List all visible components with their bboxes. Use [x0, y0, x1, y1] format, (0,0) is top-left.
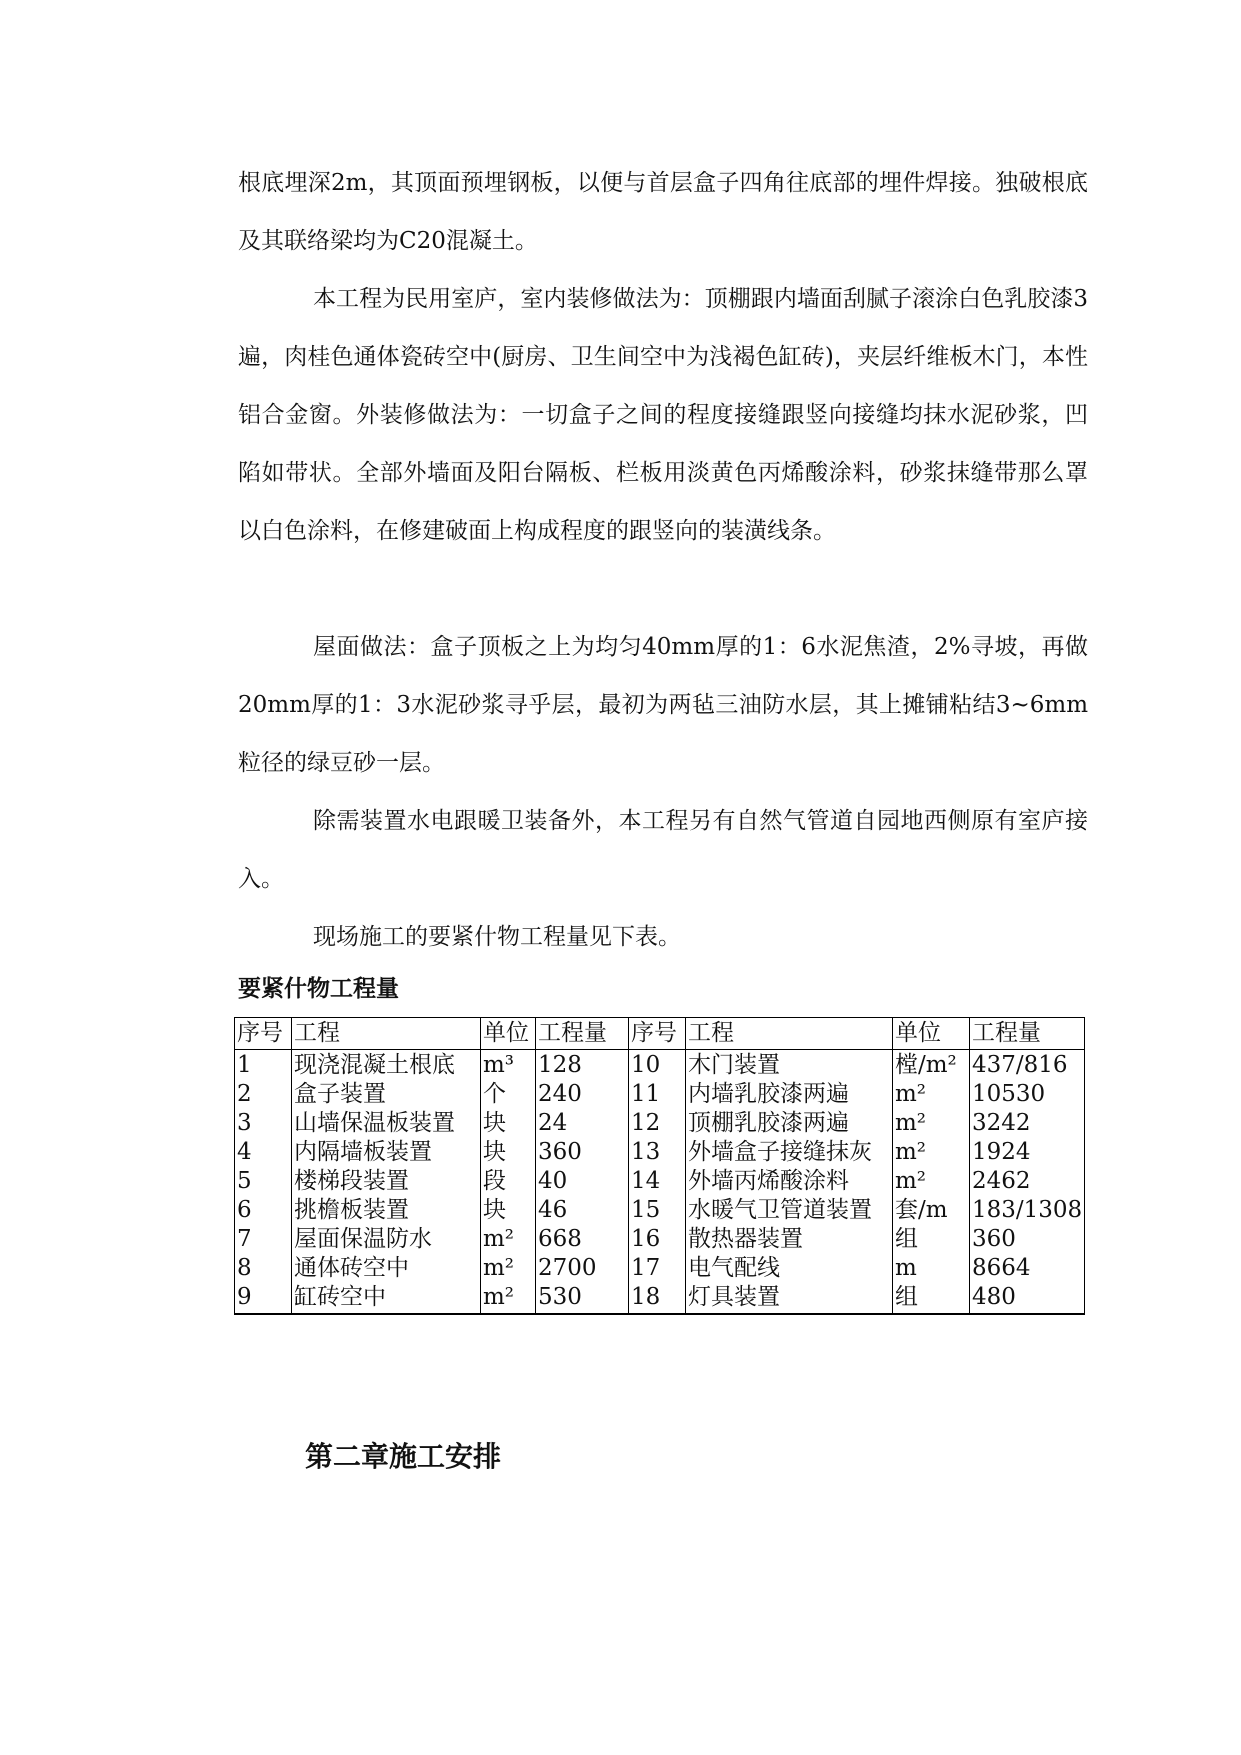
- cell-no: 12: [631, 1110, 661, 1136]
- cell-qty: 668: [538, 1226, 582, 1252]
- cell-item: 木门装置: [688, 1052, 780, 1078]
- header-qty-left: 工程量: [536, 1018, 629, 1050]
- cell-no: 4: [237, 1139, 252, 1165]
- cell-unit: m: [895, 1255, 917, 1281]
- cell-qty: 480: [972, 1284, 1016, 1310]
- cell-unit: m²: [483, 1255, 515, 1281]
- cell-qty: 360: [538, 1139, 582, 1165]
- cell-unit: m²: [895, 1110, 927, 1136]
- column-item-left: [292, 1050, 481, 1315]
- cell-qty: 1924: [972, 1139, 1031, 1165]
- paragraph-roof: 屋面做法：盒子顶板之上为均匀40mm厚的1：6水泥焦渣，2%寻坡，再做20mm厚的1：3水泥砂浆寻乎层，最初为两毡三油防水层，其上摊铺粘结3~6mm粒径的绿豆砂一层。: [238, 634, 1088, 776]
- column-unit-right: [893, 1050, 970, 1315]
- cell-unit: m²: [895, 1081, 927, 1107]
- cell-qty: 360: [972, 1226, 1016, 1252]
- paragraph-utilities: 除需装置水电跟暖卫装备外，本工程另有自然气管道自园地西侧原有室庐接入。: [238, 808, 1088, 892]
- cell-unit: 组: [895, 1226, 918, 1252]
- cell-item: 屋面保温防水: [294, 1226, 432, 1252]
- paragraph-table-intro: 现场施工的要紧什物工程量见下表。: [313, 924, 681, 950]
- cell-item: 水暖气卫管道装置: [688, 1197, 872, 1223]
- chapter-title: 第二章施工安排: [305, 1440, 502, 1473]
- header-qty-right: 工程量: [970, 1018, 1085, 1050]
- cell-item: 顶棚乳胶漆两遍: [688, 1110, 849, 1136]
- cell-no: 13: [631, 1139, 661, 1165]
- header-item-left: 工程: [292, 1018, 481, 1050]
- cell-item: 电气配线: [688, 1255, 780, 1281]
- cell-item: 内墙乳胶漆两遍: [688, 1081, 849, 1107]
- column-qty-right: [970, 1050, 1085, 1315]
- cell-unit: 块: [483, 1197, 506, 1223]
- column-unit-left: [481, 1050, 536, 1315]
- cell-qty: 2700: [538, 1255, 597, 1281]
- cell-no: 18: [631, 1284, 661, 1310]
- cell-unit: 段: [483, 1168, 506, 1194]
- header-no-right: 序号: [629, 1018, 686, 1050]
- cell-qty: 128: [538, 1052, 582, 1078]
- cell-unit: 樘/m²: [895, 1052, 957, 1078]
- cell-unit: 个: [483, 1081, 506, 1107]
- table-body-row: [235, 1050, 1085, 1315]
- cell-qty: 3242: [972, 1110, 1031, 1136]
- cell-item: 散热器装置: [688, 1226, 803, 1252]
- cell-no: 9: [237, 1284, 252, 1310]
- table-caption: 要紧什物工程量: [238, 975, 399, 1002]
- cell-item: 楼梯段装置: [294, 1168, 409, 1194]
- cell-item: 现浇混凝土根底: [294, 1052, 455, 1078]
- cell-unit: 组: [895, 1284, 918, 1310]
- cell-unit: 套/m: [895, 1197, 948, 1223]
- cell-item: 山墙保温板装置: [294, 1110, 455, 1136]
- cell-qty: 8664: [972, 1255, 1031, 1281]
- table-header-row: [235, 1018, 1085, 1050]
- cell-unit: m²: [483, 1226, 515, 1252]
- cell-no: 3: [237, 1110, 252, 1136]
- cell-item: 挑檐板装置: [294, 1197, 409, 1223]
- cell-qty: 2462: [972, 1168, 1031, 1194]
- paragraph-finishes: 本工程为民用室庐，室内装修做法为：顶棚跟内墙面刮腻子滚涂白色乳胶漆3遍，肉桂色通体瓷砖空中(厨房、卫生间空中为浅褐色缸砖)，夹层纤维板木门，本性铝合金窗。外装修做法为：一切盒子之间的程度接缝跟竖向接缝均抹水泥砂浆，凹陷如带状。全部外墙面及阳台隔板、栏板用淡黄色丙烯酸涂料，砂浆抹缝带那么罩以白色涂料，在修建破面上构成程度的跟竖向的装潢线条。: [238, 286, 1088, 544]
- header-unit-right: 单位: [893, 1018, 970, 1050]
- cell-qty: 183/1308: [972, 1197, 1083, 1223]
- column-item-right: [686, 1050, 893, 1315]
- cell-item: 内隔墙板装置: [294, 1139, 432, 1165]
- cell-item: 外墙丙烯酸涂料: [688, 1168, 849, 1194]
- cell-unit: 块: [483, 1139, 506, 1165]
- column-no-left: [235, 1050, 292, 1315]
- column-no-right: [629, 1050, 686, 1315]
- cell-no: 17: [631, 1255, 661, 1281]
- cell-qty: 24: [538, 1110, 568, 1136]
- cell-no: 8: [237, 1255, 252, 1281]
- cell-no: 2: [237, 1081, 252, 1107]
- cell-qty: 240: [538, 1081, 582, 1107]
- cell-unit: m²: [483, 1284, 515, 1310]
- cell-no: 14: [631, 1168, 661, 1194]
- quantity-table: [234, 1017, 1085, 1315]
- cell-qty: 530: [538, 1284, 582, 1310]
- cell-qty: 46: [538, 1197, 568, 1223]
- cell-item: 外墙盒子接缝抹灰: [688, 1139, 872, 1165]
- header-no-left: 序号: [235, 1018, 292, 1050]
- cell-unit: 块: [483, 1110, 506, 1136]
- cell-item: 盒子装置: [294, 1081, 386, 1107]
- cell-no: 1: [237, 1052, 252, 1078]
- cell-no: 16: [631, 1226, 661, 1252]
- cell-no: 6: [237, 1197, 252, 1223]
- cell-unit: m³: [483, 1052, 515, 1078]
- cell-item: 灯具装置: [688, 1284, 780, 1310]
- cell-qty: 437/816: [972, 1052, 1068, 1078]
- cell-unit: m²: [895, 1168, 927, 1194]
- cell-unit: m²: [895, 1139, 927, 1165]
- column-qty-left: [536, 1050, 629, 1315]
- cell-item: 缸砖空中: [294, 1284, 386, 1310]
- cell-item: 通体砖空中: [294, 1255, 409, 1281]
- paragraph-foundation: 根底埋深2m，其顶面预埋钢板，以便与首层盒子四角往底部的埋件焊接。独破根底及其联络梁均为C20混凝土。: [238, 170, 1088, 254]
- cell-qty: 40: [538, 1168, 568, 1194]
- cell-qty: 10530: [972, 1081, 1046, 1107]
- cell-no: 7: [237, 1226, 252, 1252]
- cell-no: 15: [631, 1197, 661, 1223]
- header-item-right: 工程: [686, 1018, 893, 1050]
- cell-no: 10: [631, 1052, 661, 1078]
- cell-no: 11: [631, 1081, 661, 1107]
- header-unit-left: 单位: [481, 1018, 536, 1050]
- cell-no: 5: [237, 1168, 252, 1194]
